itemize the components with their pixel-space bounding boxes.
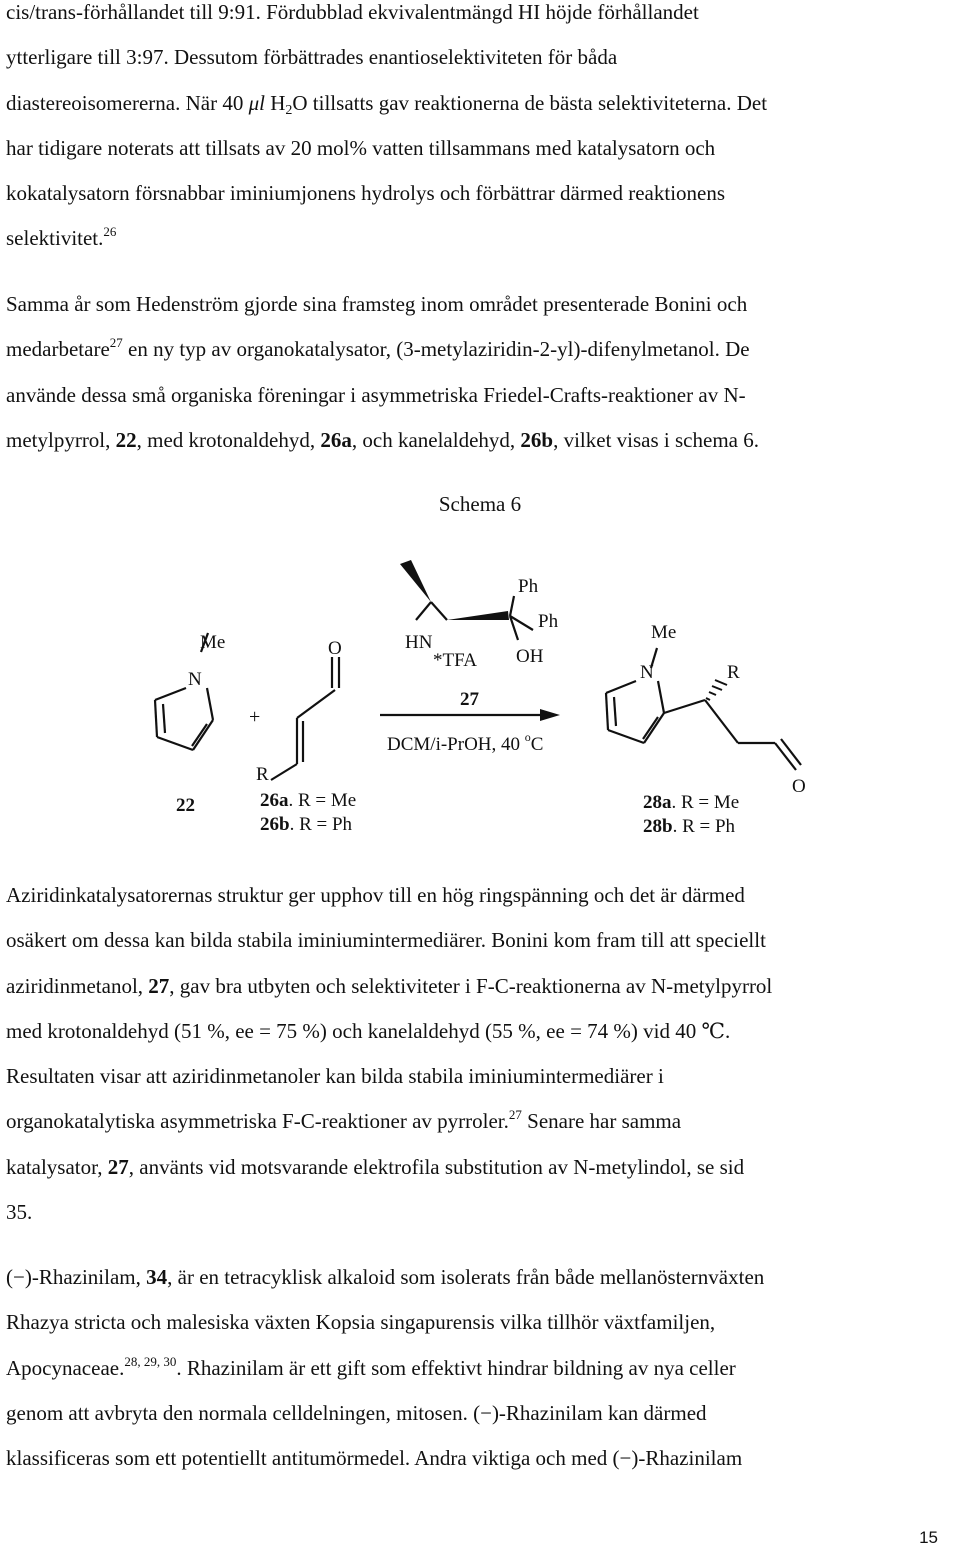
text-line: Samma år som Hedenström gjorde sina framsteg inom området presenterade Bonini och: [6, 292, 748, 316]
atom-ph: Ph: [518, 576, 539, 597]
text-line: genom att avbryta den normala celldelningen, mitosen. (−)-Rhazinilam kan därmed: [6, 1400, 707, 1425]
text-line: Aziridinkatalysatorernas struktur ger upphov till en hög ringspänning och det är därmed: [6, 883, 745, 907]
atom-ph: Ph: [538, 611, 559, 632]
text-line: Apocynaceae.$^{28, 29, 30}$. Rhazinilam är ett gift som effektivt hindrar bildning av nya celler: [6, 1353, 736, 1380]
salt-tfa: *TFA: [433, 650, 477, 671]
text-line: 35.: [6, 1200, 33, 1225]
text-line: organokatalytiska asymmetriska F-C-reaktioner av pyrroler.$^{27}$ Senare har samma: [6, 1107, 682, 1134]
atom-n: N: [640, 662, 654, 683]
atom-n: N: [188, 669, 202, 690]
citation: 27: [109, 335, 123, 351]
plus-sign: +: [249, 706, 261, 728]
text-line: katalysator, 27, använts vid motsvarande elektrofila substitution av N-metylindol, se sid: [6, 1154, 745, 1179]
mu-l-symbol: μl: [248, 90, 265, 115]
paragraph-2: [6, 282, 956, 463]
text-line: medarbetare$^{27}$ en ny typ av organokatalysator, (3-metylaziridin-2-yl)-difenylmetanol. De: [6, 335, 750, 362]
atom-me: Me: [200, 632, 226, 653]
compound-label-28a: 28a. R = Me: [643, 792, 740, 813]
text-line: Rhazya stricta och malesiska växten Kopsia singapurensis vilka tillhör växtfamiljen,: [6, 1310, 716, 1335]
compound-label-28b: 28b. R = Ph: [643, 816, 736, 837]
scheme-title: Schema 6: [438, 492, 522, 516]
paragraph-3: [6, 873, 956, 1235]
citation: 28, 29, 30: [124, 1353, 177, 1369]
reaction-conditions: DCM/i-PrOH, 40 $^o$C: [387, 730, 544, 755]
atom-r: R: [727, 662, 740, 683]
text-line: selektivitet.$^{26}$: [6, 224, 117, 251]
text-line: diastereoisomererna. När 40 μl $H_2O$ tillsatts gav reaktionerna de bästa selektiviteterna. Det: [6, 90, 768, 118]
citation: 26: [103, 224, 117, 240]
reaction-scheme: [0, 540, 960, 840]
atom-o: O: [792, 776, 806, 797]
text-line: med krotonaldehyd (51 %, ee = 75 %) och kanelaldehyd (55 %, ee = 74 %) vid 40 ℃.: [6, 1018, 731, 1043]
text-line: använde dessa små organiska föreningar i asymmetriska Friedel-Crafts-reaktioner av N-: [6, 382, 746, 407]
text-line: metylpyrrol, 22, med krotonaldehyd, 26a, och kanelaldehyd, 26b, vilket visas i schema 6.: [6, 427, 759, 452]
compound-label-22: 22: [176, 795, 195, 816]
compound-label-26a: 26a. R = Me: [260, 790, 357, 811]
atom-me: Me: [651, 622, 677, 643]
text-line: kokatalysatorn försnabbar iminiumjonens hydrolys och förbättrar därmed reaktionens: [6, 181, 726, 206]
text-line: klassificeras som ett potentiellt antitumörmedel. Andra viktiga och med (−)-Rhazinilam: [6, 1446, 743, 1471]
text-line: (−)-Rhazinilam, 34, är en tetracyklisk alkaloid som isolerats från både mellanösternväxten: [6, 1265, 765, 1289]
text-line: ytterligare till 3:97. Dessutom förbättrades enantioselektiviteten för båda: [6, 45, 618, 70]
text-line: aziridinmetanol, 27, gav bra utbyten och selektiviteter i F-C-reaktionerna av N-metylpyrrol: [6, 973, 773, 998]
compound-label-26b: 26b. R = Ph: [260, 814, 353, 835]
atom-hn: HN: [405, 632, 433, 653]
text-line: osäkert om dessa kan bilda stabila iminiumintermediärer. Bonini kom fram till att speciellt: [6, 928, 766, 953]
atom-o: O: [328, 638, 342, 659]
atom-oh: OH: [516, 646, 544, 667]
text-line: har tidigare noterats att tillsats av 20 mol% vatten tillsammans med katalysatorn och: [6, 135, 716, 160]
page-number: 15: [919, 1528, 938, 1547]
paragraph-1: [6, 0, 956, 262]
paragraph-4: [6, 1255, 956, 1481]
catalyst-label: 27: [460, 689, 479, 710]
text-line: Resultaten visar att aziridinmetanoler kan bilda stabila iminiumintermediärer i: [6, 1064, 664, 1089]
text-line: cis/trans-förhållandet till 9:91. Fördubblad ekvivalentmängd HI höjde förhållandet: [6, 0, 699, 24]
citation: 27: [508, 1107, 522, 1123]
atom-r: R: [256, 764, 269, 785]
